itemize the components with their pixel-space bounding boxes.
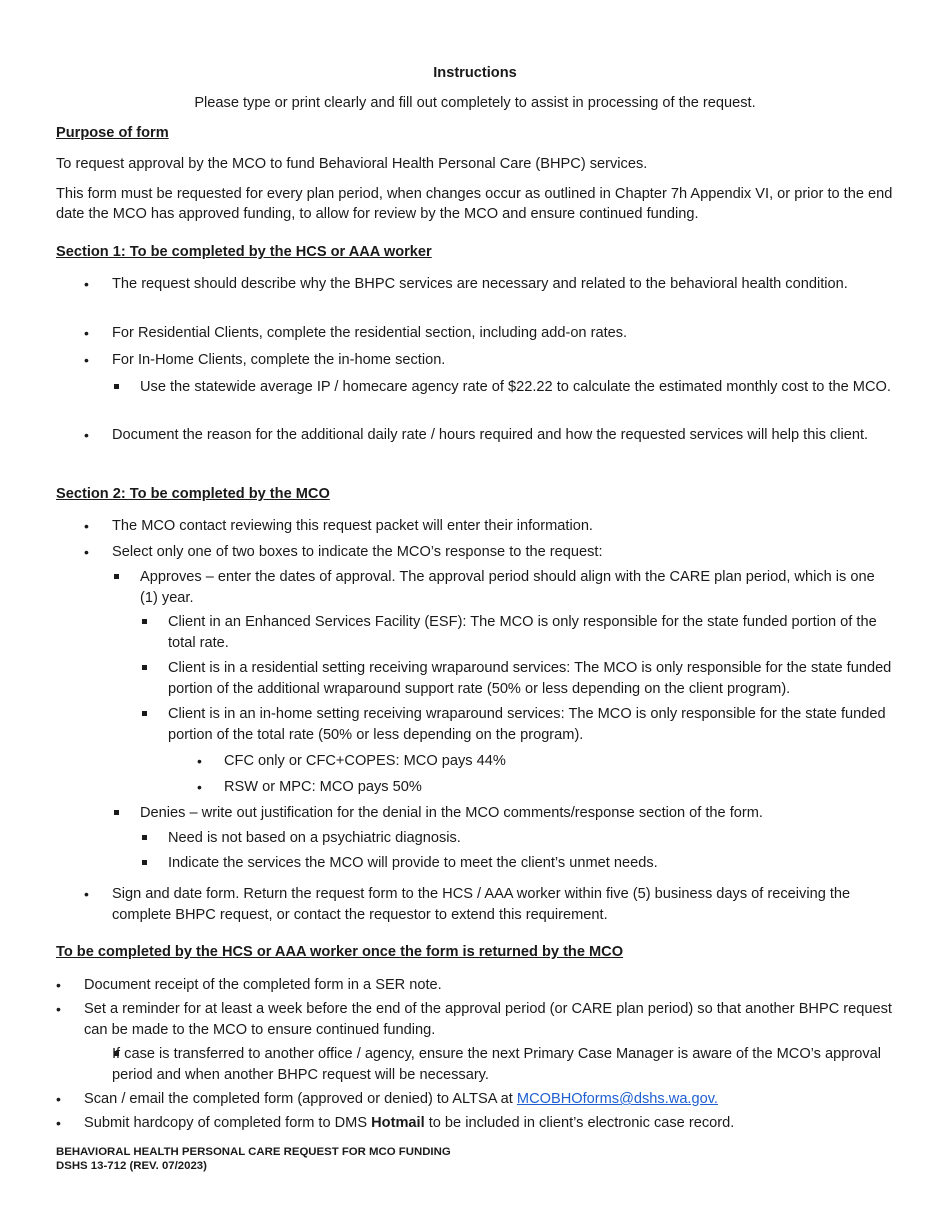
bullet-dot: • xyxy=(84,352,89,368)
bullet-square xyxy=(142,835,147,840)
section2-cfc: CFC only or CFC+COPES: MCO pays 44% xyxy=(224,753,506,769)
section1-item-2: For Residential Clients, complete the residential section, including add-on rates. xyxy=(112,325,628,341)
bullet-dot: • xyxy=(197,779,202,795)
section2-esf: Client in an Enhanced Services Facility (ESF): The MCO is only responsible for the state funded portion of the total rate. xyxy=(168,614,877,651)
section3-item-2: Set a reminder for at least a week before the end of the approval period (or CARE plan period) so that another BHPC request can be made to the MCO to ensure continued funding. xyxy=(84,1001,892,1038)
bullet-dot: • xyxy=(197,753,202,769)
section2-indicate: Indicate the services the MCO will provide to meet the client’s unmet needs. xyxy=(168,855,658,871)
section1-item-4: Document the reason for the additional daily rate / hours required and how the requested services will help this client. xyxy=(112,427,869,443)
section2-need: Need is not based on a psychiatric diagnosis. xyxy=(168,830,461,846)
section2-item-2: Select only one of two boxes to indicate the MCO’s response to the request: xyxy=(112,544,603,560)
bullet-dot: • xyxy=(56,1091,61,1107)
section2-residential: Client is in a residential setting receiving wraparound services: The MCO is only responsible for the state funded portion of the additional wraparound support rate (50% or less depending on the client program). xyxy=(168,660,892,697)
section1-item-3: For In-Home Clients, complete the in-home section. xyxy=(112,352,446,368)
bullet-square xyxy=(142,860,147,865)
purpose-paragraph-2: This form must be requested for every plan period, when changes occur as outlined in Chapter 7h Appendix VI, or prior to the end date the MCO has approved funding, to allow for review by the MCO and ensure continued funding. xyxy=(56,186,893,222)
bullet-dot: • xyxy=(84,518,89,534)
section1-heading: Section 1: To be completed by the HCS or AAA worker xyxy=(56,244,432,260)
section3-item-3-text: Scan / email the completed form (approved or denied) to ALTSA at xyxy=(84,1091,517,1107)
section2-denies: Denies – write out justification for the denial in the MCO comments/response section of the form. xyxy=(140,805,763,821)
bullet-dot: • xyxy=(56,1001,61,1017)
bullet-dot: • xyxy=(56,977,61,993)
bullet-square xyxy=(142,619,147,624)
section1-item-1: The request should describe why the BHPC services are necessary and related to the behavioral health condition. xyxy=(112,276,848,292)
section3-item-2-sub-text: If case is transferred to another office / agency, ensure the next Primary Case Manager is aware of the MCO’s approval period and when another BHPC request will be necessary. xyxy=(112,1046,881,1083)
section3-item-2-sub xyxy=(112,1044,896,1085)
bullet-square xyxy=(142,711,147,716)
section1-item-3-sub: Use the statewide average IP / homecare agency rate of $22.22 to calculate the estimated monthly cost to the MCO. xyxy=(140,379,891,395)
section2-approves: Approves – enter the dates of approval. The approval period should align with the CARE plan period, which is one (1) year. xyxy=(140,569,875,606)
purpose-paragraph-1: To request approval by the MCO to fund Behavioral Health Personal Care (BHPC) services. xyxy=(56,156,648,172)
footer-form-title: BEHAVIORAL HEALTH PERSONAL CARE REQUEST FOR MCO FUNDING xyxy=(56,1146,451,1158)
bullet-dot: • xyxy=(56,1115,61,1131)
bullet-dot: • xyxy=(84,276,89,292)
page-subtitle: Please type or print clearly and fill out completely to assist in processing of the request. xyxy=(194,95,756,111)
section2-inhome: Client is in an in-home setting receiving wraparound services: The MCO is only responsible for the state funded portion of the total rate (50% or less depending on the program). xyxy=(168,706,886,743)
section2-rsw: RSW or MPC: MCO pays 50% xyxy=(224,779,422,795)
section3-item-4-post: to be included in client’s electronic case record. xyxy=(424,1115,735,1131)
bullet-dot: • xyxy=(84,427,89,443)
section3-item-4-bold: Hotmail xyxy=(371,1115,425,1131)
section3-item-4-pre: Submit hardcopy of completed form to DMS xyxy=(84,1115,372,1131)
bullet-dot: • xyxy=(84,544,89,560)
section3-item-3 xyxy=(84,1089,896,1110)
section3-item-4 xyxy=(84,1113,896,1134)
section3-item-1: Document receipt of the completed form in a SER note. xyxy=(84,977,442,993)
section2-sign: Sign and date form. Return the request form to the HCS / AAA worker within five (5) business days of receiving the complete BHPC request, or contact the requestor to extend this requirement. xyxy=(112,886,851,923)
section3-heading: To be completed by the HCS or AAA worker once the form is returned by the MCO xyxy=(56,944,624,960)
bullet-square xyxy=(114,810,119,815)
email-link[interactable]: MCOBHOforms@dshs.wa.gov. xyxy=(516,1091,718,1107)
section2-item-1: The MCO contact reviewing this request packet will enter their information. xyxy=(112,518,593,534)
bullet-square xyxy=(114,574,119,579)
bullet-dot: • xyxy=(84,325,89,341)
bullet-square xyxy=(114,384,119,389)
section2-heading: Section 2: To be completed by the MCO xyxy=(56,486,330,502)
page-title: Instructions xyxy=(433,65,517,81)
bullet-square xyxy=(142,665,147,670)
bullet-dot: • xyxy=(84,886,89,902)
purpose-heading: Purpose of form xyxy=(56,125,169,141)
footer-form-number: DSHS 13-712 (REV. 07/2023) xyxy=(56,1160,207,1172)
